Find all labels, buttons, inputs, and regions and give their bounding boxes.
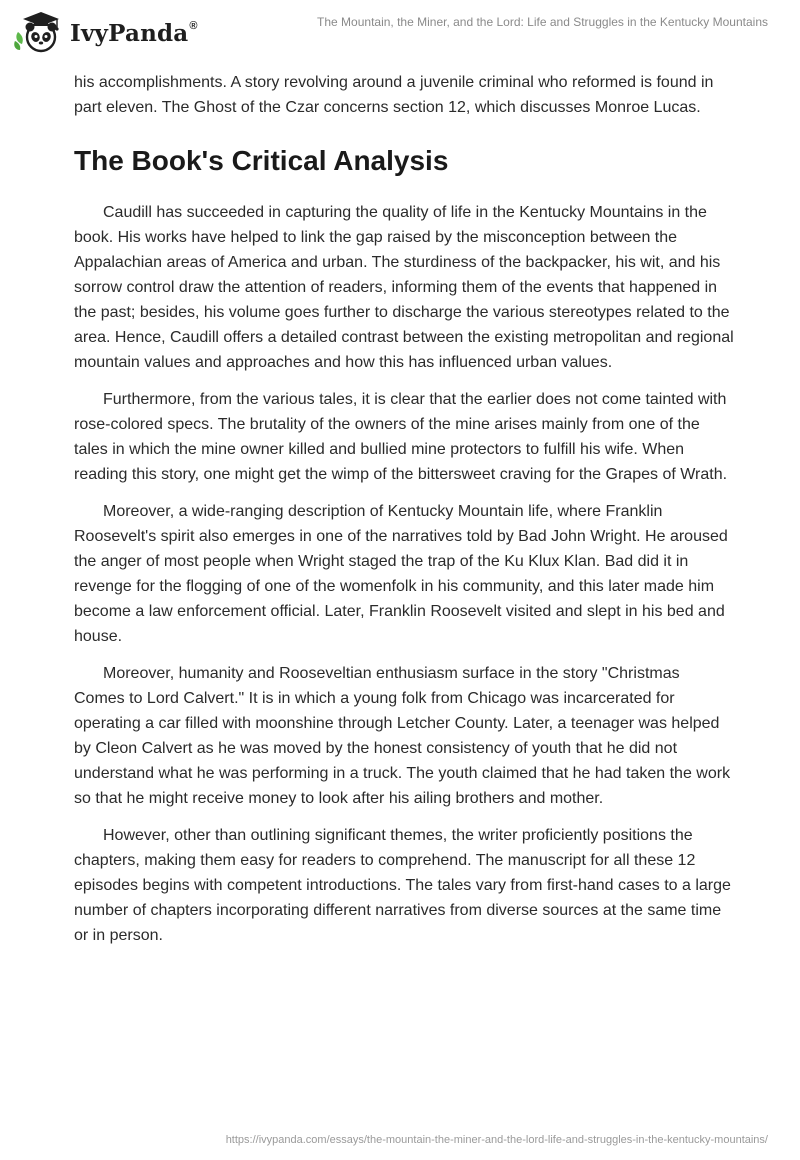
brand-name [70, 20, 198, 47]
essay-content [74, 70, 734, 960]
intro-paragraph: his accomplishments. A story revolving around a juvenile criminal who reformed is found in part eleven. The Ghost of the Czar concerns section 12, which discusses Monroe Lucas. [74, 74, 714, 116]
panda-graduation-cap-logo-icon [14, 8, 64, 58]
ivypanda-logo[interactable] [14, 8, 198, 58]
brand-text: IvyPanda [70, 19, 189, 47]
source-url-link[interactable]: https://ivypanda.com/essays/the-mountain-the-miner-and-the-lord-life-and-struggles-in-the-kentucky-mountains/ [225, 1134, 768, 1146]
section-heading: The Book's Critical Analysis [74, 145, 449, 176]
body-paragraph: Moreover, humanity and Rooseveltian enthusiasm surface in the story "Christmas Comes to Lord Calvert." It is in which a young folk from Chicago was incarcerated for operating a car filled with moonshine through Letcher County. Later, a teenager was helped by Cleon Calvert as he was moved by the honest consistency of youth that he did not understand what he was performing in a truck. The youth claimed that he had taken the work so that he might receive money to look after his ailing brothers and mother. [74, 665, 731, 807]
body-paragraph: Furthermore, from the various tales, it is clear that the earlier does not come tainted with rose-colored specs. The brutality of the owners of the mine arises mainly from one of the tales in which the mine owner killed and bullied mine protectors to fulfill his wife. When reading this story, one might get the wimp of the bittersweet craving for the Grapes of Wrath. [74, 391, 728, 483]
body-paragraph: However, other than outlining significant themes, the writer proficiently positions the chapters, making them easy for readers to comprehend. The manuscript for all these 12 episodes begins with competent introductions. The tales vary from first-hand cases to a large number of chapters incorporating different narratives from diverse sources at the same time or in person. [74, 827, 731, 944]
page-header [0, 0, 800, 66]
document-title: The Mountain, the Miner, and the Lord: Life and Struggles in the Kentucky Mountains [317, 15, 768, 29]
body-paragraph: Moreover, a wide-ranging description of Kentucky Mountain life, where Franklin Roosevelt's spirit also emerges in one of the narratives told by Bad John Wright. He aroused the anger of most people when Wright staged the trap of the Ku Klux Klan. Bad did it in revenge for the flogging of one of the womenfolk in his community, and this later made him become a law enforcement official. Later, Franklin Roosevelt visited and slept in his bed and house. [74, 503, 728, 645]
registered-mark: ® [189, 19, 198, 32]
body-paragraph: Caudill has succeeded in capturing the quality of life in the Kentucky Mountains in the book. His works have helped to link the gap raised by the misconception between the Appalachian areas of America and urban. The sturdiness of the backpacker, his wit, and his sorrow control draw the attention of readers, informing them of the events that happened in the past; besides, his volume goes further to discharge the various stereotypes related to the area. Hence, Caudill offers a detailed contrast between the existing metropolitan and regional mountain values and approaches and how this has influenced urban values. [74, 204, 734, 371]
